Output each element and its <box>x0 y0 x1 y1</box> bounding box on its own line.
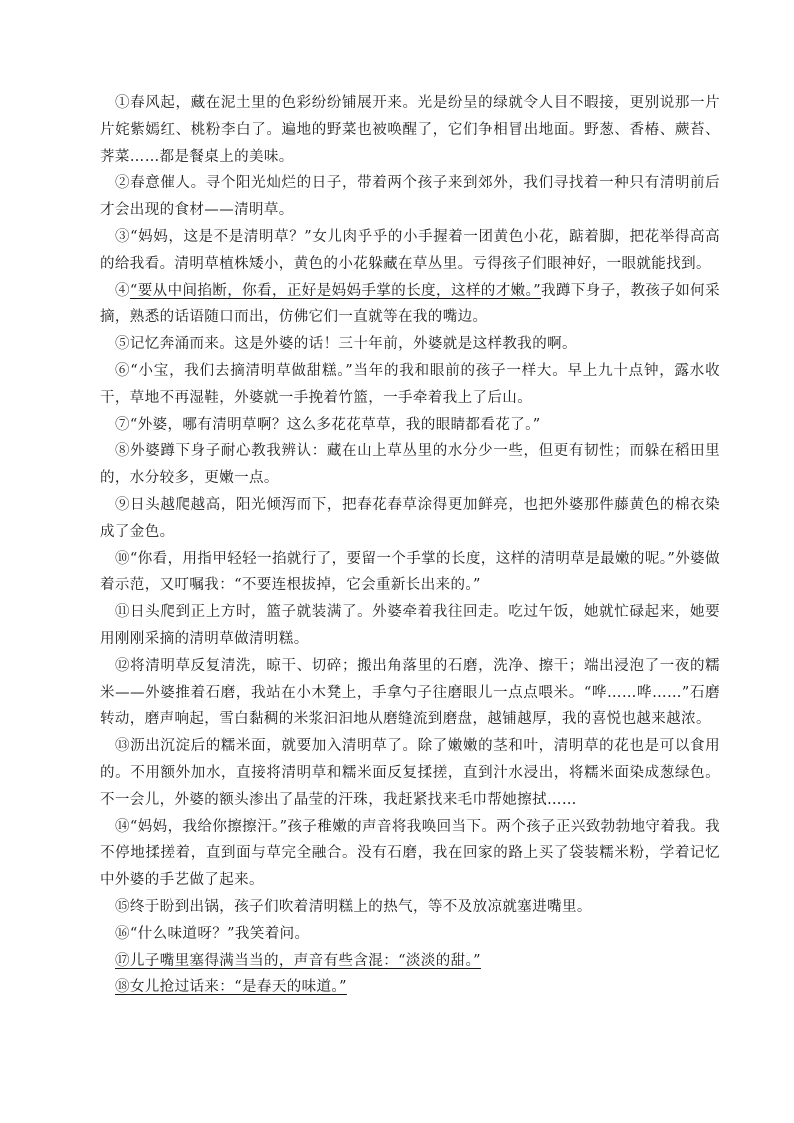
paragraph-text: “你看，用指甲轻轻一掐就行了，要留一个手掌的长度，这样的清明草是最嫩的呢。”外婆做着示范，又叮嘱我：“不要连根拔掉，它会重新长出来的。” <box>100 550 720 594</box>
paragraph-marker: ② <box>115 175 131 192</box>
paragraph-17 <box>100 948 720 975</box>
paragraph-marker: ⑥ <box>115 362 131 379</box>
paragraph-marker: ⑯ <box>115 925 130 942</box>
paragraph-marker: ① <box>115 95 131 111</box>
paragraph-5 <box>100 331 720 358</box>
paragraph-text: 日头越爬越高，阳光倾泻而下，把春花春草涂得更加鲜亮，也把外婆那件藤黄色的棉衣染成了金色。 <box>100 496 720 540</box>
paragraph-marker: ④ <box>115 282 130 299</box>
underlined-line <box>115 979 347 995</box>
paragraph-text: 儿子嘴里塞得满当当的，声音有些含混：“淡淡的甜。” <box>129 952 481 969</box>
paragraph-text: 日头爬到正上方时，篮子就装满了。外婆牵着我往回走。吃过午饭，她就忙碌起来，她要用刚刚采摘的清明草做清明糕。 <box>100 604 720 647</box>
paragraph-4 <box>100 278 720 332</box>
paragraph-text: 外婆蹲下身子耐心教我辨认：藏在山上草丛里的水分少一些，但更有韧性；而躲在稻田里的，水分较多，更嫩一点。 <box>100 443 720 487</box>
paragraph-14 <box>100 814 720 894</box>
paragraph-marker: ⑪ <box>115 604 131 621</box>
paragraph-7 <box>100 412 720 439</box>
paragraph-text: 女儿抢过话来：“是春天的味道。” <box>129 979 347 996</box>
paragraph-marker: ⑧ <box>115 443 131 460</box>
paragraph-16 <box>100 921 720 948</box>
paragraph-marker: ⑮ <box>115 898 130 915</box>
paragraph-text: 沥出沉淀后的糯米面，就要加入清明草了。除了嫩嫩的茎和叶，清明草的花也是可以食用的。不用额外加水，直接将清明草和糯米面反复揉搓，直到汁水浸出，将糯米面染成葱绿色。不一会儿，外婆的额头渗出了晶莹的汗珠，我赶紧找来毛巾帮她擦拭…… <box>100 738 720 808</box>
paragraph-marker: ⑤ <box>115 336 130 353</box>
paragraph-text: 记忆奔涌而来。这是外婆的话！三十年前，外婆就是这样教我的啊。 <box>129 336 577 353</box>
underlined-line <box>115 953 481 969</box>
paragraph-text: “妈妈，我给你擦擦汗。”孩子稚嫩的声音将我唤回当下。两个孩子正兴致勃勃地守着我。我不停地揉搓着，直到面与草完全融合。没有石磨，我在回家的路上买了袋装糯米粉，学着记忆中外婆的手艺做了起来。 <box>100 818 720 889</box>
paragraph-text: “什么味道呀？”我笑着问。 <box>129 925 310 942</box>
paragraph-marker: ③ <box>115 228 131 245</box>
paragraph-12 <box>100 653 720 733</box>
paragraph-18 <box>100 974 720 1001</box>
paragraph-6 <box>100 358 720 412</box>
paragraph-text: 春风起，藏在泥土里的色彩纷纷铺展开来。光是纷呈的绿就令人目不暇接，更别说那一片片姹紫嫣红、桃粉李白了。遍地的野菜也被唤醒了，它们争相冒出地面。野葱、香椿、蕨苔、荠菜……都是餐桌上的美味。 <box>100 95 720 165</box>
paragraph-15 <box>100 894 720 921</box>
paragraph-10 <box>100 546 720 600</box>
paragraph-text: 终于盼到出锅，孩子们吹着清明糕上的热气，等不及放凉就塞进嘴里。 <box>129 898 592 915</box>
paragraph-9 <box>100 492 720 546</box>
underlined-quote: “要从中间掐断，你看，正好是妈妈手掌的长度，这样的才嫩。” <box>129 282 542 299</box>
paragraph-text: “妈妈，这是不是清明草？”女儿肉乎乎的小手握着一团黄色小花，踮着脚，把花举得高高的给我看。清明草植株矮小，黄色的小花躲藏在草丛里。亏得孩子们眼神好，一眼就能找到。 <box>100 228 720 272</box>
paragraph-marker: ⑦ <box>115 416 130 433</box>
paragraph-3 <box>100 224 720 278</box>
paragraph-marker: ⑨ <box>115 496 131 513</box>
article-body <box>100 90 720 1001</box>
paragraph-marker: ⑩ <box>115 550 130 567</box>
paragraph-marker: ⑬ <box>115 738 131 755</box>
paragraph-1 <box>100 90 720 170</box>
paragraph-11 <box>100 599 720 653</box>
paragraph-text: 春意催人。寻个阳光灿烂的日子，带着两个孩子来到郊外，我们寻找着一种只有清明前后才会出现的食材——清明草。 <box>100 175 720 219</box>
paragraph-2 <box>100 170 720 224</box>
paragraph-13 <box>100 733 720 813</box>
paragraph-8 <box>100 438 720 492</box>
paragraph-marker: ⑰ <box>115 952 130 969</box>
paragraph-marker: ⑫ <box>115 657 131 674</box>
paragraph-marker: ⑭ <box>115 818 130 835</box>
paragraph-text: 将清明草反复清洗，晾干、切碎；搬出角落里的石磨，洗净、擦干；端出浸泡了一夜的糯米——外婆推着石磨，我站在小木凳上，手拿勺子往磨眼儿一点点喂米。“哗……哗……”石磨转动，磨声响起，雪白黏稠的米浆汩汩地从磨缝流到磨盘，越铺越厚，我的喜悦也越来越浓。 <box>100 657 720 728</box>
paragraph-text: “小宝，我们去摘清明草做甜糕。”当年的我和眼前的孩子一样大。早上九十点钟，露水收干，草地不再湿鞋，外婆就一手挽着竹篮，一手牵着我上了后山。 <box>100 362 720 406</box>
paragraph-marker: ⑱ <box>115 979 130 996</box>
paragraph-text: “外婆，哪有清明草啊？这么多花花草草，我的眼睛都看花了。” <box>129 416 541 433</box>
paragraph-text: 我蹲下身子，教孩子如何采摘，熟悉的话语随口而出，仿佛它们一直就等在我的嘴边。 <box>100 282 720 326</box>
